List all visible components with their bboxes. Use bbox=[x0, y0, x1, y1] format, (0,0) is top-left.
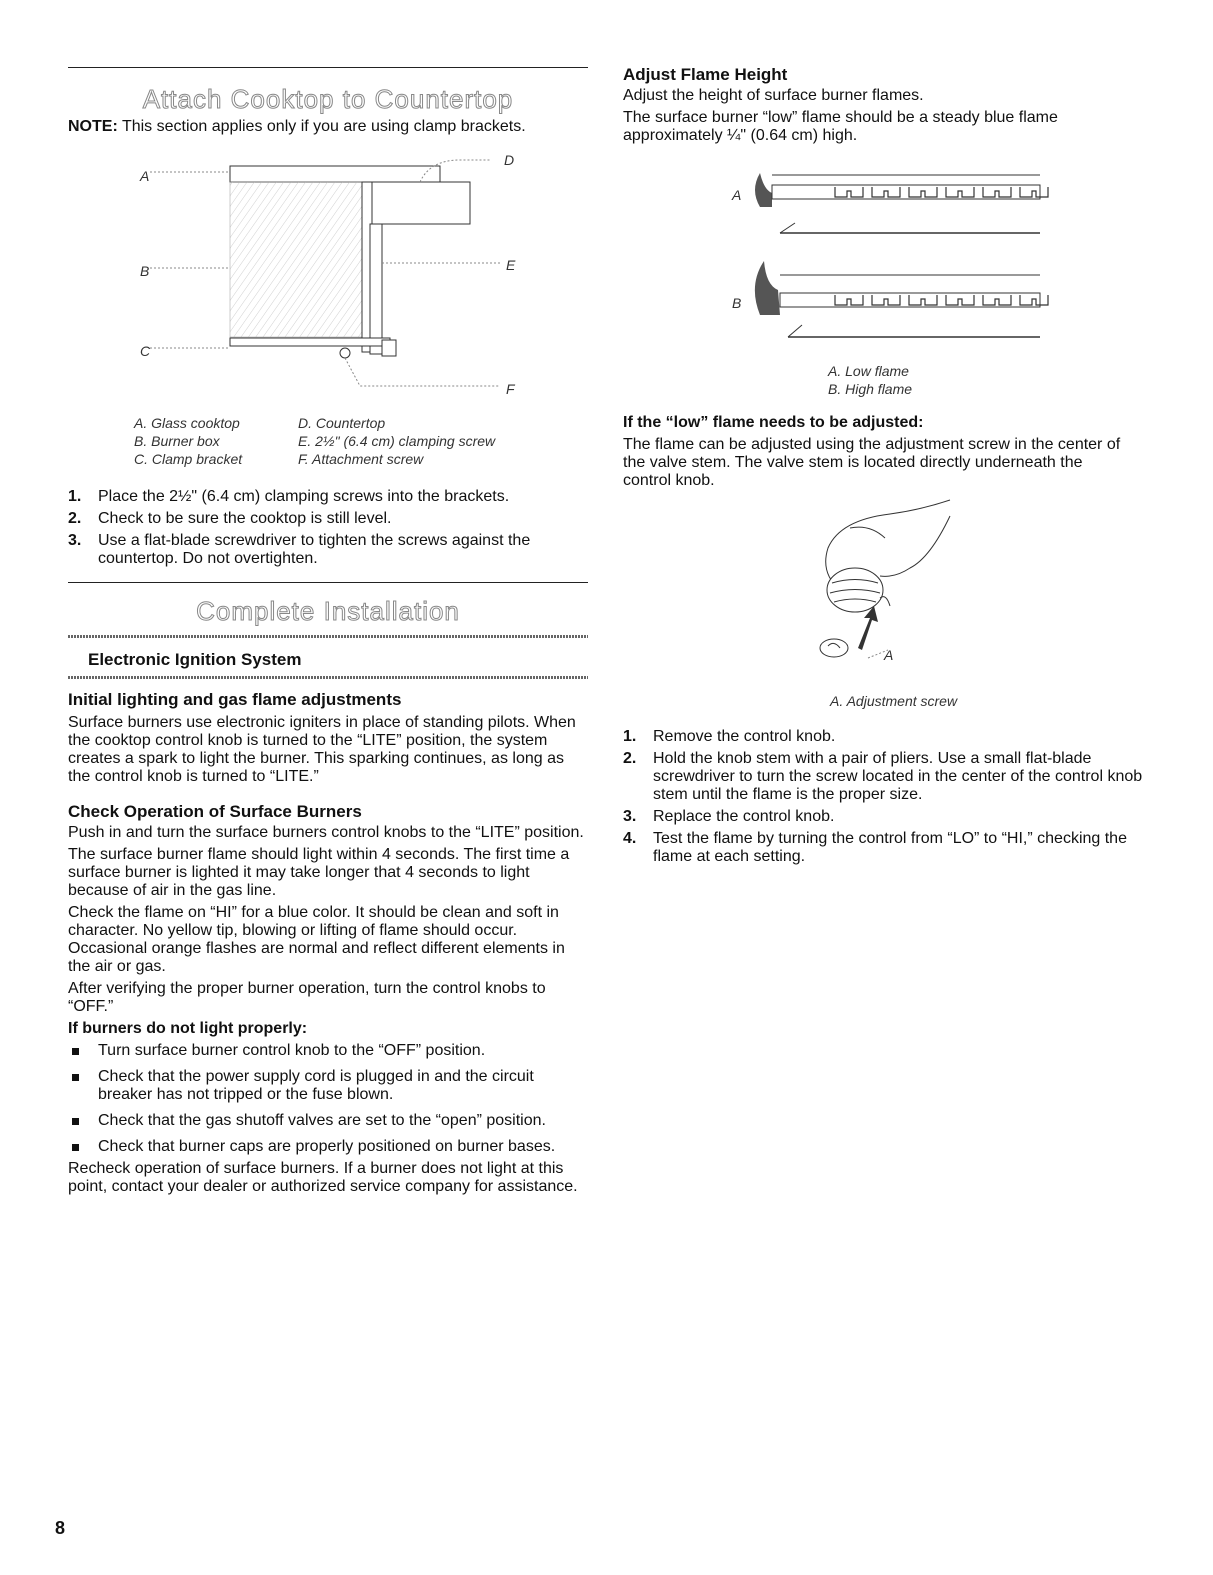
top-rule bbox=[68, 67, 588, 68]
note bbox=[68, 118, 588, 136]
list-item: Check that burner caps are properly positioned on burner bases. bbox=[68, 1138, 590, 1156]
list-item: 3. Replace the control knob. bbox=[623, 808, 835, 825]
check-p3: Check the flame on “HI” for a blue color. It should be clean and soft in character. No yellow tip, blowing or lifting of flame should occur. Occasional orange flashes are normal and reflect different elements in the air or gas. bbox=[68, 904, 565, 975]
clamp-bracket-diagram bbox=[130, 150, 530, 400]
check-p4: After verifying the proper burner operation, turn the control knobs to “OFF.” bbox=[68, 980, 546, 1015]
note-text: This section applies only if you are using clamp brackets. bbox=[121, 118, 526, 135]
countertop-shape bbox=[370, 182, 470, 224]
fail-heading: If burners do not light properly: bbox=[68, 1020, 308, 1037]
flame-captions: A. Low flame B. High flame bbox=[828, 363, 913, 397]
diagram-label-a: A bbox=[140, 168, 150, 184]
dashed-rule-top bbox=[68, 635, 588, 638]
diagram-label-f: F bbox=[506, 381, 515, 397]
flame-label-b: B bbox=[732, 295, 742, 311]
note-label: NOTE: bbox=[68, 118, 118, 135]
list-item: 1. Remove the control knob. bbox=[623, 728, 836, 745]
complete-section-title: Complete Installation bbox=[196, 596, 460, 626]
page-number: 8 bbox=[55, 1518, 66, 1538]
list-item: Check that the power supply cord is plugged in and the circuit breaker has not tripped or the fuse blown. bbox=[68, 1068, 590, 1104]
diagram-label-c: C bbox=[140, 343, 151, 359]
diagram-captions-right: D. Countertop E. 2½" (6.4 cm) clamping screw F. Attachment screw bbox=[298, 415, 496, 467]
section-rule bbox=[68, 582, 588, 583]
electronic-ignition-heading: Electronic Ignition System bbox=[88, 650, 302, 669]
control-knob-shape bbox=[827, 568, 883, 612]
check-p2: The surface burner flame should light within 4 seconds. The first time a surface burner is lighted it may take longer that 4 seconds to light because of air in the gas line. bbox=[68, 846, 570, 899]
initial-heading: Initial lighting and gas flame adjustments bbox=[68, 690, 402, 709]
complete-body bbox=[68, 690, 590, 1196]
list-item: Turn surface burner control knob to the “OFF” position. bbox=[68, 1042, 590, 1060]
knob-caption: A. Adjustment screw bbox=[830, 693, 958, 709]
list-item: 2. Check to be sure the cooktop is still level. bbox=[68, 510, 392, 527]
low-text: The flame can be adjusted using the adjustment screw in the center of the valve stem. The valve stem is located directly underneath the control knob. bbox=[623, 436, 1121, 489]
check-heading: Check Operation of Surface Burners bbox=[68, 802, 362, 821]
list-item: Check that the gas shutoff valves are set to the “open” position. bbox=[68, 1112, 590, 1130]
adjustment-screw-shape bbox=[820, 639, 848, 657]
glass-cooktop-shape bbox=[230, 166, 440, 182]
flame-steps bbox=[623, 728, 1143, 866]
fail-bullets bbox=[68, 1042, 590, 1156]
check-p1: Push in and turn the surface burners control knobs to the “LITE” position. bbox=[68, 824, 584, 841]
low-heading: If the “low” flame needs to be adjusted: bbox=[623, 414, 924, 431]
diagram-label-b: B bbox=[140, 263, 150, 279]
recheck-text: Recheck operation of surface burners. If a burner does not light at this point, contact your dealer or authorized service company for assistance. bbox=[68, 1160, 578, 1195]
clamp-bracket-shape bbox=[230, 338, 390, 346]
flame-p1: Adjust the height of surface burner flames. bbox=[623, 87, 924, 104]
low-flame-shape bbox=[755, 173, 772, 207]
list-item: 4. Test the flame by turning the control from “LO” to “HI,” checking the flame at each setting. bbox=[623, 830, 1127, 865]
attach-steps bbox=[68, 488, 588, 568]
list-item: 1. Place the 2½" (6.4 cm) clamping screws into the brackets. bbox=[68, 488, 510, 505]
flame-heading: Adjust Flame Height bbox=[623, 65, 788, 84]
flame-p2: The surface burner “low” flame should be a steady blue flame approximately ¼" (0.64 cm) high. bbox=[623, 109, 1058, 144]
diagram-label-e: E bbox=[506, 257, 516, 273]
burner-box-shape bbox=[230, 182, 365, 337]
flame-diagram bbox=[740, 165, 1050, 345]
initial-text: Surface burners use electronic igniters in place of standing pilots. When the cooktop control knob is turned to the “LITE” position, the system creates a spark to light the burner. This sparking continues, as long as the control knob is turned to “LITE.” bbox=[68, 714, 576, 785]
diagram-captions-left: A. Glass cooktop B. Burner box C. Clamp bracket bbox=[134, 415, 243, 467]
low-flame-section bbox=[623, 414, 1123, 490]
dashed-rule-bottom bbox=[68, 676, 588, 679]
high-flame-shape bbox=[755, 261, 780, 315]
list-item: 2. Hold the knob stem with a pair of pliers. Use a small flat-blade screwdriver to turn the screw located in the center of the control knob stem until the flame is the proper size. bbox=[623, 750, 1143, 803]
attach-section-title: Attach Cooktop to Countertop bbox=[142, 84, 514, 114]
flame-label-a: A bbox=[732, 187, 742, 203]
list-item: 3. Use a flat-blade screwdriver to tighten the screws against the countertop. Do not overtighten. bbox=[68, 532, 531, 567]
knob-label-a: A bbox=[884, 647, 894, 663]
knob-adjustment-diagram bbox=[800, 498, 1000, 678]
diagram-label-d: D bbox=[504, 152, 515, 168]
arrow-shape bbox=[858, 606, 878, 650]
flame-section bbox=[623, 65, 1123, 145]
